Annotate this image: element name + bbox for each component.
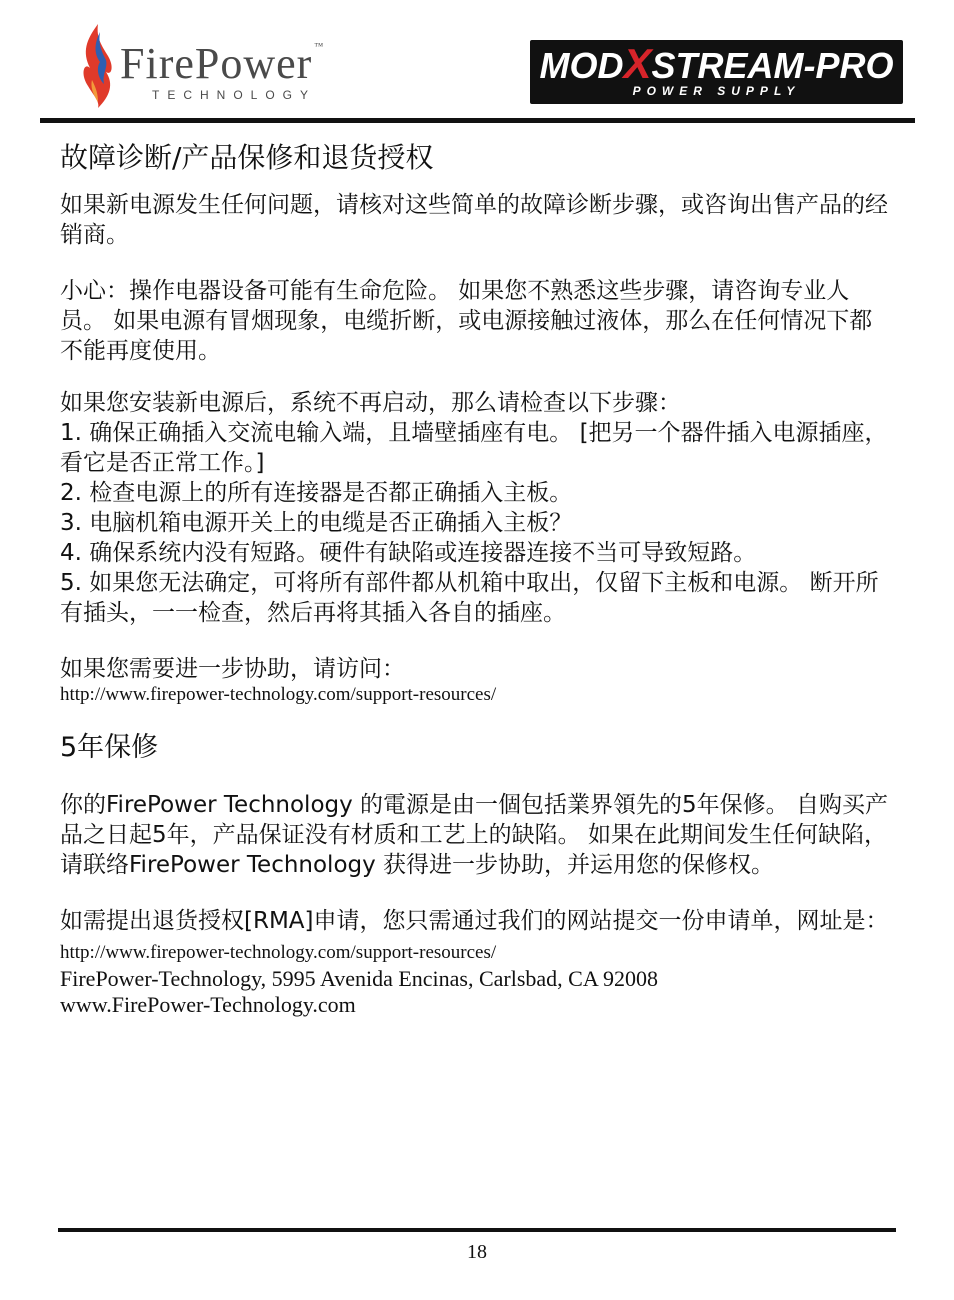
badge-title: MODXSTREAM-PRO [539, 40, 894, 87]
list-item: 5. 如果您无法确定，可将所有部件都从机箱中取出，仅留下主板和电源。 断开所有插头，一一检查，然后再将其插入各自的插座。 [60, 570, 879, 626]
caution-paragraph: 小心：操作电器设备可能有生命危险。 如果您不熟悉这些步骤，请咨询专业人员。 如果电源有冒烟现象，电缆折断，或电源接触过液体，那么在任何情况下都不能再度使用。 [60, 278, 873, 364]
logo-subtitle: TECHNOLOGY [152, 88, 317, 102]
page-title: 故障诊断/产品保修和退货授权 [60, 141, 434, 174]
intro-paragraph: 如果新电源发生任何问题，请核对这些简单的故障诊断步骤，或咨询出售产品的经销商。 [60, 192, 888, 248]
company-website[interactable]: www.FirePower-Technology.com [60, 992, 356, 1017]
help-text: 如果您需要进一步协助，请访问： [60, 656, 405, 682]
firepower-logo [78, 22, 378, 108]
steps-list [60, 418, 890, 628]
main-content [60, 136, 890, 1018]
warranty-paragraph: 你的FirePower Technology 的電源是由一個包括業界領先的5年保修。 自购买产品之日起5年，产品保证没有材质和工艺上的缺陷。 如果在此期间发生任何缺陷，请联络FirePower Technology 获得进一步协助，并运用您的保修权。 [60, 792, 888, 878]
company-address: FirePower-Technology, 5995 Avenida Encinas, Carlsbad, CA 92008 [60, 966, 659, 991]
list-item: 2. 检查电源上的所有连接器是否都正确插入主板。 [60, 480, 573, 506]
logo-wordmark: FirePower ™ [120, 39, 325, 88]
list-item: 3. 电脑机箱电源开关上的电缆是否正确插入主板？ [60, 510, 573, 536]
steps-intro: 如果您安装新电源后，系统不再启动，那么请检查以下步骤： [60, 390, 681, 416]
list-item: 1. 确保正确插入交流电输入端，且墙壁插座有电。 [把另一个器件插入电源插座，看它是否正常工作。] [60, 420, 888, 476]
flame-icon [78, 22, 118, 108]
rma-text: 如需提出退货授权[RMA]申请，您只需通过我们的网站提交一份申请单，网址是： [60, 908, 889, 934]
footer-divider [58, 1228, 896, 1232]
badge-subtitle: POWER SUPPLY [632, 84, 801, 98]
support-link[interactable]: http://www.firepower-technology.com/support-resources/ [60, 684, 497, 705]
modxstream-pro-logo [530, 40, 903, 104]
warranty-title: 5年保修 [60, 732, 159, 763]
header-divider [40, 118, 915, 123]
page-number: 18 [467, 1241, 487, 1263]
rma-paragraph [60, 906, 890, 966]
list-item: 4. 确保系统内没有短路。硬件有缺陷或连接器连接不当可导致短路。 [60, 540, 757, 566]
rma-link[interactable]: http://www.firepower-technology.com/support-resources/ [60, 942, 497, 963]
